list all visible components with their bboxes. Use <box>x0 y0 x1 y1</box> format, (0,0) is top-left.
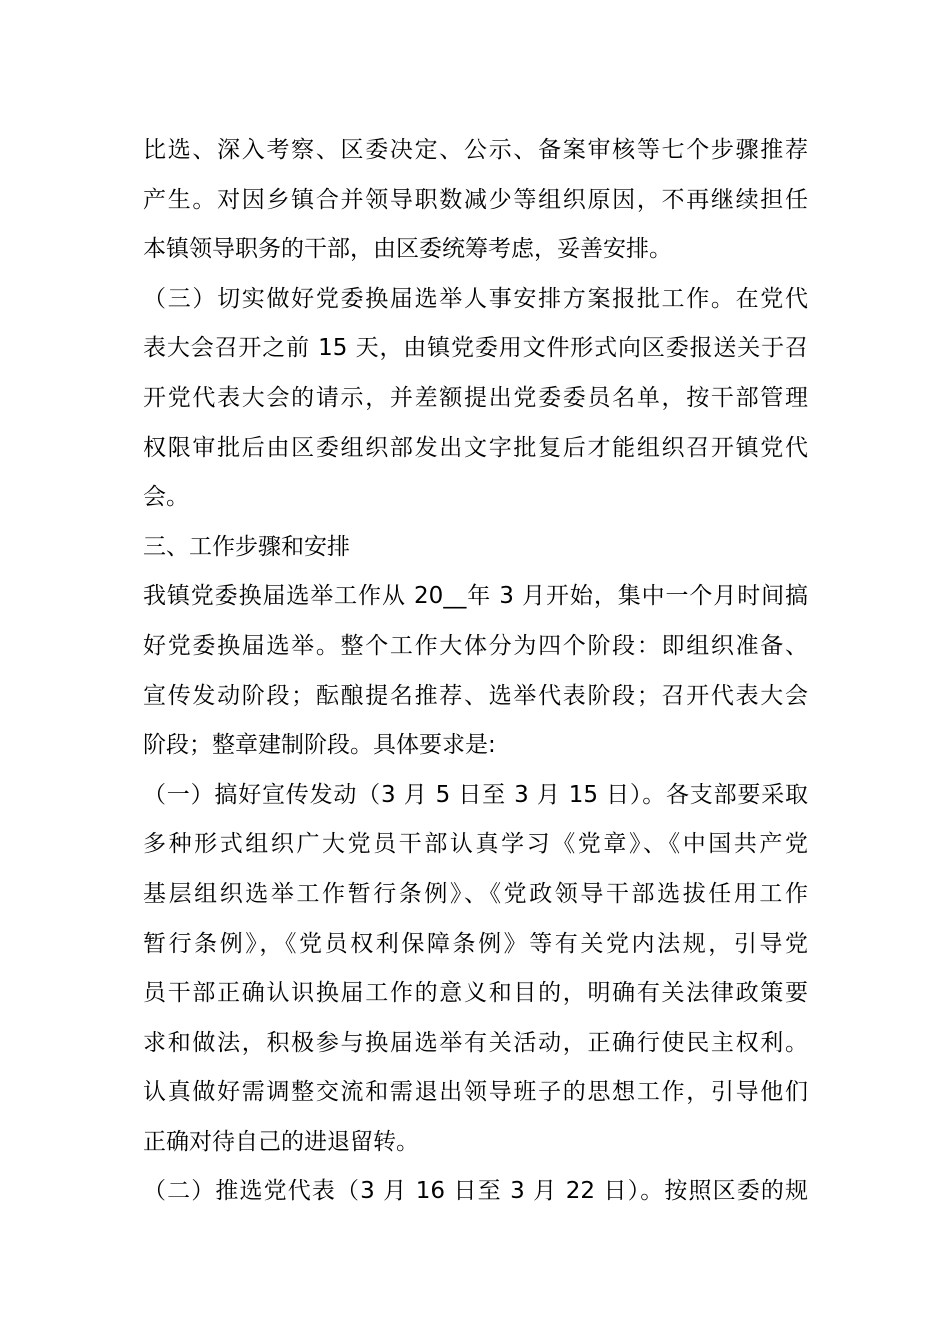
text-line: 会。 <box>143 484 189 511</box>
text-line: 开党代表大会的请示，并差额提出党委委员名单，按干部管理 <box>143 384 808 411</box>
text-line: 基层组织选举工作暂行条例》、《党政领导干部选拔任用工作 <box>143 880 808 907</box>
text-line: 宣传发动阶段；酝酿提名推荐、选举代表阶段；召开代表大会 <box>143 682 808 709</box>
text-line: 认真做好需调整交流和需退出领导班子的思想工作，引导他们 <box>143 1079 808 1106</box>
text-line: （二）推选党代表（3 月 16 日至 3 月 22 日）。按照区委的规 <box>143 1178 808 1205</box>
text-line: （三）切实做好党委换届选举人事安排方案报批工作。在党代 <box>143 285 808 312</box>
text-line: （一）搞好宣传发动（3 月 5 日至 3 月 15 日）。各支部要采取 <box>143 781 808 808</box>
text-line: 正确对待自己的进退留转。 <box>143 1128 419 1155</box>
text-line: 产生。对因乡镇合并领导职数减少等组织原因，不再继续担任 <box>143 186 808 213</box>
text-line: 多种形式组织广大党员干部认真学习《党章》、《中国共产党 <box>143 831 808 858</box>
text-line: 暂行条例》，《党员权利保障条例》等有关党内法规，引导党 <box>143 930 808 957</box>
text-line: 员干部正确认识换届工作的意义和目的，明确有关法律政策要 <box>143 980 808 1007</box>
text-line: 阶段；整章建制阶段。具体要求是: <box>143 732 496 759</box>
text-line: 我镇党委换届选举工作从 20__年 3 月开始，集中一个月时间搞 <box>143 583 808 610</box>
text-line: 表大会召开之前 15 天，由镇党委用文件形式向区委报送关于召 <box>143 335 808 362</box>
text-line: 求和做法，积极参与换届选举有关活动，正确行使民主权利。 <box>143 1029 808 1056</box>
text-line: 好党委换届选举。整个工作大体分为四个阶段：即组织准备、 <box>143 632 808 659</box>
text-line: 权限审批后由区委组织部发出文字批复后才能组织召开镇党代 <box>143 434 808 461</box>
text-line: 比选、深入考察、区委决定、公示、备案审核等七个步骤推荐 <box>143 137 808 163</box>
document-body <box>143 126 808 1217</box>
text-line: 本镇领导职务的干部，由区委统筹考虑，妥善安排。 <box>143 236 672 263</box>
text-line: 三、工作步骤和安排 <box>143 533 350 560</box>
